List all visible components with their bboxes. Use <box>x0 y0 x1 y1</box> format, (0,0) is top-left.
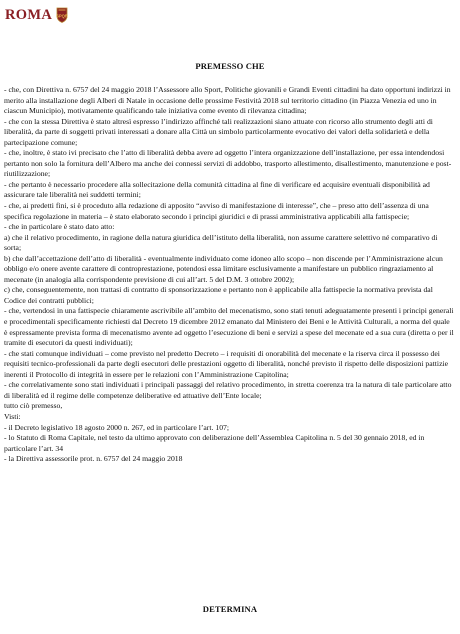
paragraph-12: - che correlativamente sono stati individuati i principali passaggi del relativo procedimento, in stretta coerenza tra la natura di tale particolare atto di liberalità ed il regime delle competenze deliberative ed attuative dell’Ente locale; <box>4 380 452 400</box>
paragraph-5: - che, ai predetti fini, si è proceduto alla redazione di apposito “avviso di manifestazione di interesse”, che – preso atto dell’assenza di una specifica regolazione in materia – è stato elaborato secondo i principi giuridici e di prassi amministrativa applicabili alla fattispecie; <box>4 201 429 221</box>
paragraph-15: - il Decreto legislativo 18 agosto 2000 n. 267, ed in particolare l’art. 107; <box>4 422 230 432</box>
heading-determina: DETERMINA <box>202 604 258 614</box>
paragraph-17: - la Direttiva assessorile prot. n. 6757 del 24 maggio 2018 <box>4 454 183 464</box>
paragraph-2: - che con la stessa Direttiva è stato altresì espresso l’indirizzo affinché tali realizzazioni siano attuate con ricorso allo strumento degli atti di liberalità, da parte di soggetti privati interessati a donare alla Città un simbolo particolarmente evocativo dei valori della solidarietà e della partecipazione comune; <box>4 116 433 147</box>
paragraph-4: - che pertanto è necessario procedere alla sollecitazione della comunità cittadina al fine di verificare ed acquisire eventuali disponibilità ad assicurare tale liberalità nei suddetti termini; <box>4 179 430 200</box>
paragraph-14: Visti: <box>4 411 21 421</box>
paragraph-7: a) che il relativo procedimento, in ragione della natura giuridica dell’istituto della liberalità, non assume carattere selettivo né comparativo di sorta; <box>4 232 438 253</box>
paragraph-6: - che in particolare è stato dato atto: <box>4 222 115 232</box>
roma-crest-icon <box>56 7 68 23</box>
paragraph-11: - che stati comunque individuati – come previsto nel predetto Decreto – i requisiti di onorabilità del mecenate e la riserva circa il possesso dei requisiti tecnico-professionali da parte degli esecutori delle prestazioni oggetto di liberalità, nonché previsto il rispetto delle disposizioni pattizie inerenti il Protocollo di integrità in essere per le relazioni con l’Amministrazione Capitolina; <box>4 348 449 379</box>
premesso-body <box>4 85 454 465</box>
paragraph-16: - lo Statuto di Roma Capitale, nel testo da ultimo approvato con deliberazione dell’Assemblea Capitolina n. 5 del 30 gennaio 2018, ed in particolare l’art. 34 <box>4 433 425 453</box>
paragraph-13: tutto ciò premesso, <box>4 401 63 411</box>
paragraph-9: c) che, conseguentemente, non trattasi di contratto di sponsorizzazione e pertanto non è applicabile alla fattispecie la normativa prevista dal Codice dei contratti pubblici; <box>4 285 433 305</box>
page-header <box>5 5 68 25</box>
paragraph-1: - che, con Direttiva n. 6757 del 24 maggio 2018 l’Assessore allo Sport, Politiche giovanili e Grandi Eventi cittadini ha dato opportuni indirizzi in merito alla installazione degli Alberi di Natale in occasione delle prossime Festività 2018 sul territorio cittadino (in Piazza Venezia ed uno in ciascun Municipio), motivatamente qualificando tale iniziativa come evento di rilevanza cittadina; <box>4 85 451 116</box>
roma-logo-text: ROMA <box>5 6 53 23</box>
svg-text:SPQR: SPQR <box>56 13 69 19</box>
paragraph-8: b) che dall’accettazione dell’atto di liberalità - eventualmente individuato come idoneo allo scopo – non discende per l’Amministrazione alcun obbligo e/o onere avente carattere di controprestazione, potendosi essa limitare esclusivamente a manifestare un pubblico ringraziamento al mecenate (in analogia alla corrispondente previsione di cui all’art. 5 del D.M. 3 ottobre 2002); <box>4 253 443 284</box>
heading-premesso-che: PREMESSO CHE <box>195 61 265 71</box>
paragraph-3: - che, inoltre, è stato ivi precisato che l’atto di liberalità debba avere ad oggetto l’intera organizzazione dell’installazione, per essa intendendosi pertanto non solo la fornitura dell’Albero ma anche dei connessi servizi di addobbo, trasporto allestimento, disallestimento, manutenzione e post-riutilizzazione; <box>4 148 452 179</box>
paragraph-10: - che, vertendosi in una fattispecie chiaramente ascrivibile all’ambito del mecenatismo, sono stati tenuti adeguatamente presenti i principi generali e procedimentali specificamente richiesti dal Decreto 19 dicembre 2012 emanato dal Ministero dei Beni e le Attività Culturali, a norma del quale è espressamente prevista forma di mecenatismo avente ad oggetto l’esecuzione di beni e servizi a spese del mecenate ed a sua cura (diretta o per il tramite di esecutori da questi individuati); <box>4 306 454 348</box>
